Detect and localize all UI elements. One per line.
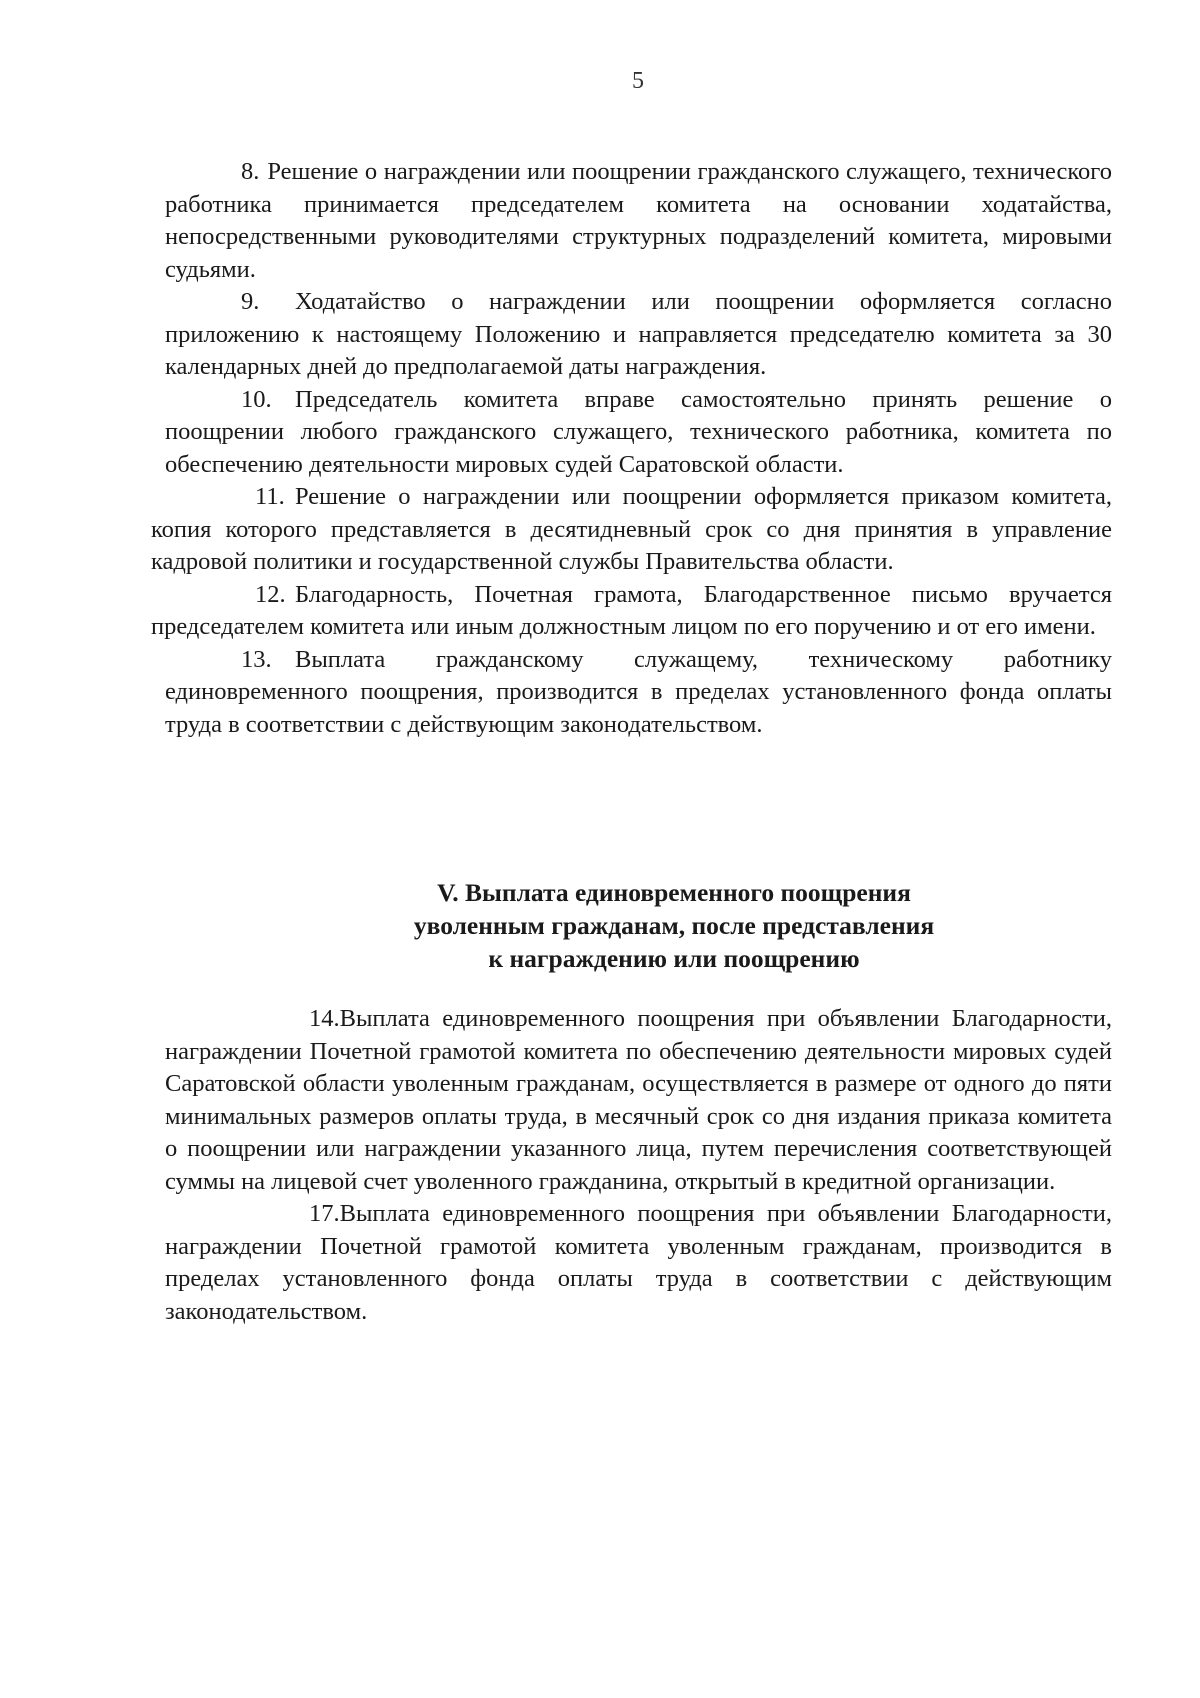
paragraph-number: 13. [241, 645, 272, 673]
paragraph-number: 11. [255, 483, 285, 510]
paragraph-number: 10. [241, 385, 272, 413]
paragraph-text: Председатель комитета вправе самостоятельно принять решение о поощрении любого гражданского служащего, технического работника, комитета по обеспечению деятельности мировых судей Саратовской области. [165, 385, 1112, 478]
paragraph-12 [151, 579, 1112, 644]
paragraph-number: 14. [309, 1005, 340, 1032]
section-heading [165, 876, 1183, 975]
paragraph-number: 8. [241, 158, 260, 185]
paragraph-number: 12. [255, 580, 286, 608]
paragraph-14 [165, 1003, 1112, 1198]
numbered-paragraphs-block [151, 156, 1112, 741]
paragraph-number: 17. [309, 1200, 340, 1227]
paragraph-text: Выплата единовременного поощрения при объявлении Благодарности, награждении Почетной грамотой комитета уволенным гражданам, производится в пределах установленного фонда оплаты труда в соответствии с действующим законодательством. [165, 1200, 1112, 1325]
paragraph-text: Выплата единовременного поощрения при объявлении Благодарности, награждении Почетной грамотой комитета по обеспечению деятельности мировых судей Саратовской области уволенным гражданам, осуществляется в размере от одного до пяти минимальных размеров оплаты труда, в месячный срок со дня издания приказа комитета о поощрении или награждении указанного лица, путем перечисления соответствующей суммы на лицевой счет уволенного гражданина, открытый в кредитной организации. [165, 1005, 1112, 1195]
section-heading-line: к награждению или поощрению [488, 944, 860, 973]
paragraph-9 [165, 286, 1112, 384]
section-v-paragraphs-block [165, 1003, 1112, 1328]
paragraph-text: Решение о награждении или поощрении гражданского служащего, технического работника принимается председателем комитета на основании ходатайства, непосредственными руководителями структурных подразделений комитета, мировыми судьями. [165, 158, 1112, 283]
paragraph-text: Благодарность, Почетная грамота, Благодарственное письмо вручается председателем комитета или иным должностным лицом по его поручению и от его имени. [151, 580, 1112, 640]
paragraph-text: Ходатайство о награждении или поощрении оформляется согласно приложению к настоящему Положению и направляется председателю комитета за 30 календарных дней до предполагаемой даты награждения. [165, 288, 1112, 380]
paragraph-text: Решение о награждении или поощрении оформляется приказом комитета, копия которого представляется в десятидневный срок со дня принятия в управление кадровой политики и государственной службы Правительства области. [151, 483, 1112, 575]
page-number: 5 [632, 68, 644, 94]
paragraph-text: Выплата гражданскому служащему, техническому работнику единовременного поощрения, производится в пределах установленного фонда оплаты труда в соответствии с действующим законодательством. [165, 645, 1112, 738]
paragraph-17 [165, 1198, 1112, 1328]
paragraph-13 [165, 644, 1112, 742]
paragraph-number: 9. [241, 288, 260, 315]
section-heading-line: уволенным гражданам, после представления [413, 911, 935, 940]
paragraph-11 [151, 481, 1112, 579]
paragraph-8 [165, 156, 1112, 286]
paragraph-10 [165, 384, 1112, 482]
section-heading-line: V. Выплата единовременного поощрения [437, 878, 911, 907]
